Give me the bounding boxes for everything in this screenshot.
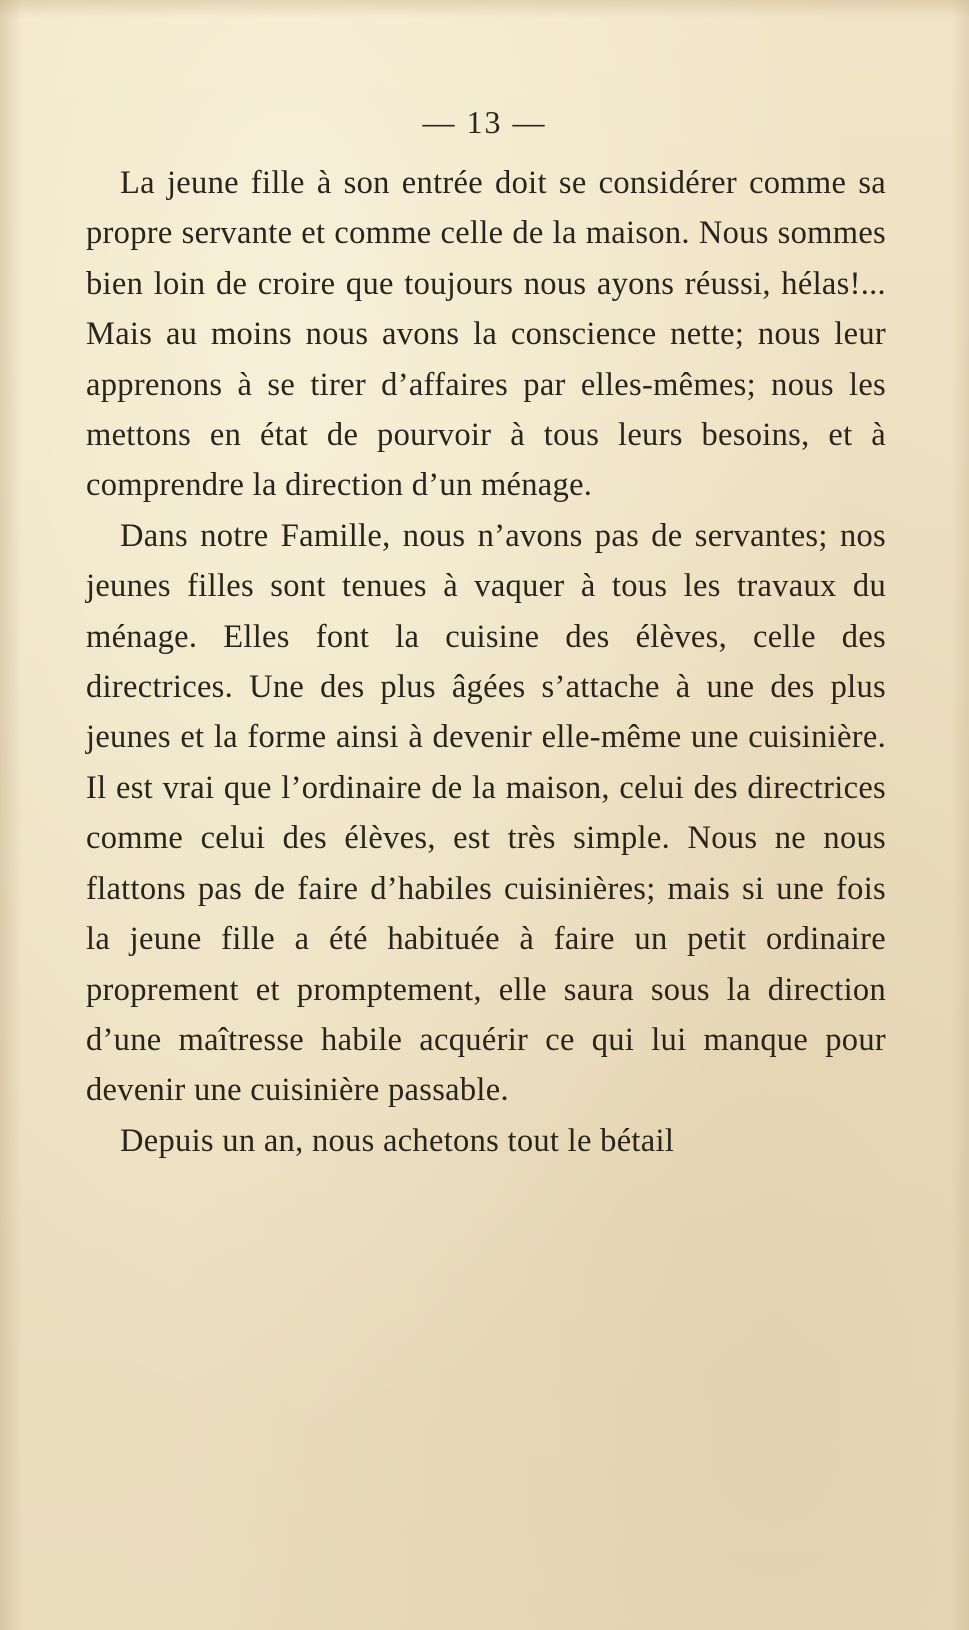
page-shadow-top [0,0,969,18]
paragraph-2: Dans notre Famille, nous n’avons pas de servantes; nos jeunes filles sont tenues à vaquer à tous les travaux du ménage. Elles font la cuisine des élèves, celle des directrices. Une des plus âgées s’attache à une des plus jeunes et la forme ainsi à devenir elle-même une cuisinière. Il est vrai que l’ordinaire de la maison, celui des directrices comme celui des élèves, est très simple. Nous ne nous flattons pas de faire d’habiles cuisinières; mais si une fois la jeune fille a été habituée à faire un petit ordinaire proprement et promptement, elle saura sous la direction d’une maîtresse habile acquérir ce qui lui manque pour devenir une cuisinière passable. [86,517,886,1109]
paragraph-3: Depuis un an, nous achetons tout le bétail [120,1122,675,1159]
paragraph-1: La jeune fille à son entrée doit se considérer comme sa propre servante et comme celle de la maison. Nous sommes bien loin de croire que toujours nous ayons réussi, hélas!... Mais au moins nous avons la conscience nette; nous leur apprenons à se tirer d’affaires par elles-mêmes; nous les mettons en état de pourvoir à tous leurs besoins, et à comprendre la direction d’un ménage. [86,165,886,504]
page-number: — 13 — [422,104,547,140]
body-text [86,158,886,1166]
page-shadow-right [951,0,969,1630]
page-shadow-left [0,0,22,1630]
